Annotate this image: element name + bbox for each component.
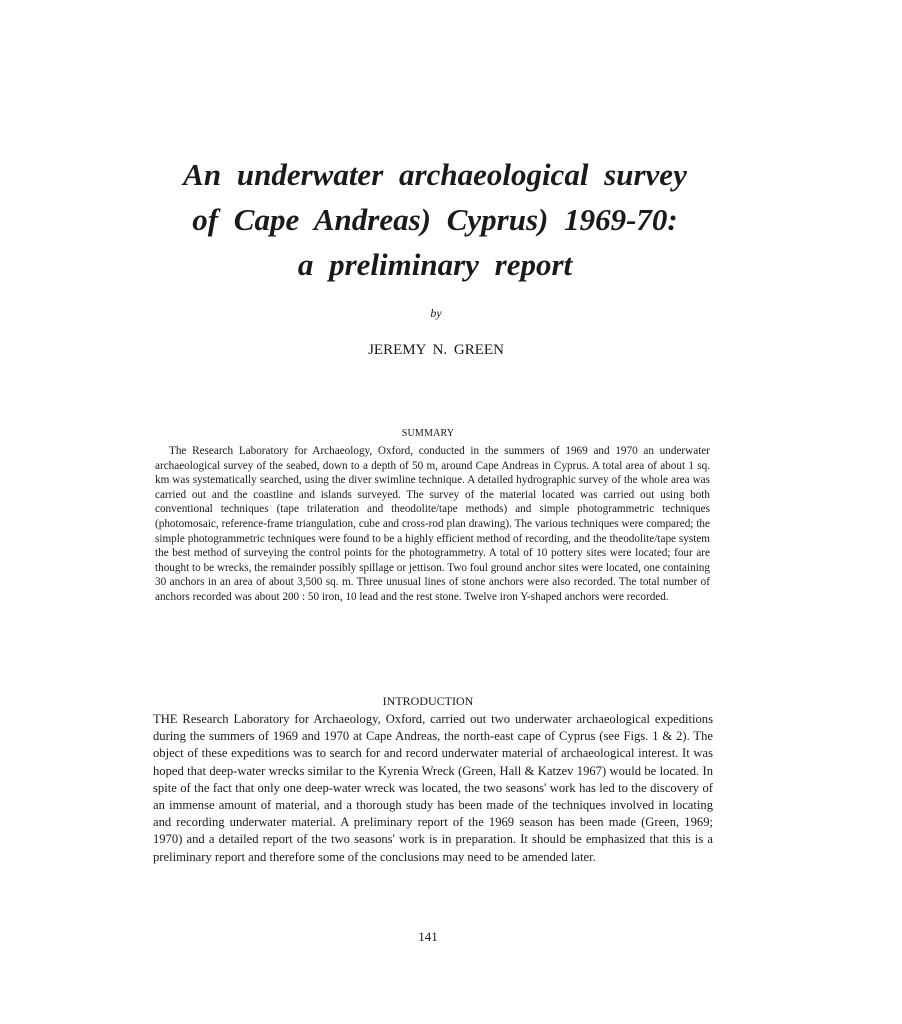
summary-paragraph: The Research Laboratory for Archaeology, Oxford, conducted in the summers of 1969 and 1970 an underwater archaeological survey of the seabed, down to a depth of 50 m, around Cape Andreas in Cyprus. A total area of about 1 sq. km was systematically searched, using the diver swimline technique. A detailed hydrographic survey of the whole area was carried out and the coastline and islands surveyed. The survey of the material located was carried out using both conventional techniques (tape trilateration and theodolite/tape methods) and simple photogrammetric techniques (photomosaic, reference-frame triangulation, cube and cross-rod plan drawing). The various techniques were compared; the simple photogrammetric techniques were found to be a highly efficient method of recording, and the theodolite/tape system the best method of surveying the control points for the photogrammetry. A total of 10 pottery sites were located; four are thought to be wrecks, the remainder possibly spillage or jettison. Two foul ground anchor sites were located, one containing 30 anchors in an area of about 3,500 sq. m. Three unusual lines of stone anchors were also recorded. The total number of anchors recorded was about 200 : 50 iron, 10 lead and the rest stone. Twelve iron Y-shaped anchors were recorded. xyxy=(155,445,710,603)
title-line-2: of Cape Andreas) Cyprus) 1969-70: xyxy=(192,202,678,237)
page-number: 141 xyxy=(418,929,438,944)
summary-heading: SUMMARY xyxy=(401,428,455,439)
article-title xyxy=(130,152,740,287)
title-line-1: An underwater archaeological survey xyxy=(183,157,687,192)
introduction-paragraph: THE Research Laboratory for Archaeology, Oxford, carried out two underwater archaeological expeditions during the summers of 1969 and 1970 at Cape Andreas, the north-east cape of Cyprus (see Figs. 1 & 2). The object of these expeditions was to search for and record underwater material of archaeological interest. It was hoped that deep-water wrecks similar to the Kyrenia Wreck (Green, Hall & Katzev 1967) would be located. In spite of the fact that only one deep-water wreck was located, the two seasons' work has led to the discovery of an immense amount of material, and a thorough study has been made of the techniques involved in locating and recording underwater material. A preliminary report of the 1969 season has been made (Green, 1969; 1970) and a detailed report of the two seasons' work is in preparation. It should be emphasized that this is a preliminary report and therefore some of the conclusions may need to be amended later. xyxy=(153,712,713,864)
byline: by xyxy=(430,306,442,320)
author-name: JEREMY N. GREEN xyxy=(368,342,504,358)
title-line-3: a preliminary report xyxy=(297,247,573,282)
introduction-heading: INTRODUCTION xyxy=(382,694,474,708)
